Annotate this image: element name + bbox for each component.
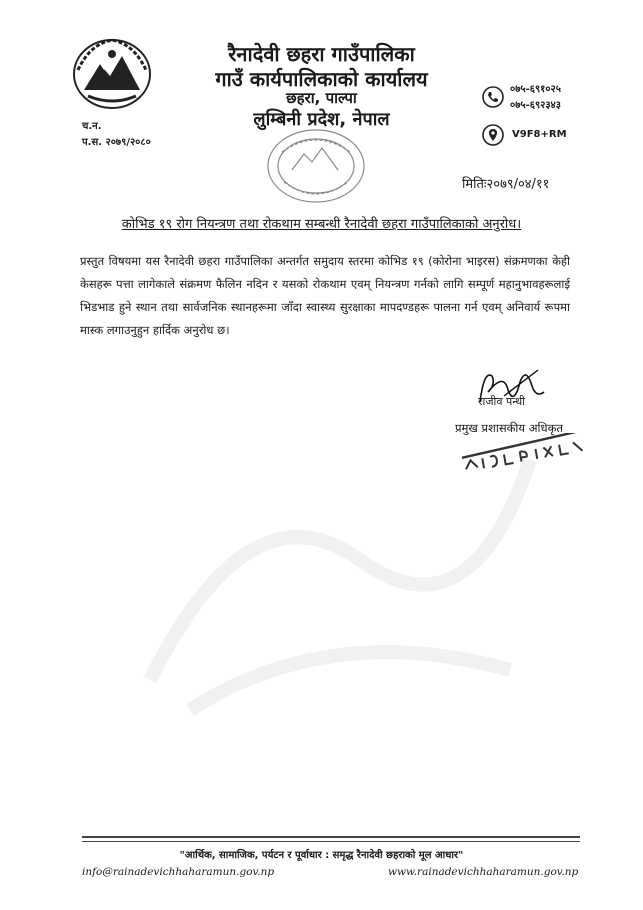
office-stamp [262,124,370,208]
signatory-title: प्रमुख प्रशासकीय अधिकृत [455,421,563,435]
location-pin-icon [482,124,504,146]
phone-icon [482,86,504,108]
footer-motto: "आर्थिक, सामाजिक, पर्यटन र पूर्वाधार : समृद्ध रैनादेवी छहराको मूल आधार" [179,850,464,861]
letter-date: मितिः२०७९/०४/११ [462,177,550,192]
office-name: रैनादेवी छहरा गाउँपालिका [228,42,415,66]
phone-number-2: ०७५-६९२३४३ [510,100,561,111]
office-province: लुम्बिनी प्रदेश, नेपाल [253,109,390,130]
designation-stamp [456,433,592,473]
footer-website[interactable]: www.rainadevichhaharamun.gov.np [388,866,579,878]
patra-sankhya: प.स. २०७९/२०८० [82,137,151,148]
letter-body: प्रस्तुत विषयमा यस रैनादेवी छहरा गाउँपालिका अन्तर्गत समुदाय स्तरमा कोभिड १९ (कोरोना भाइरस) संक्रमणका केही केसहरू पत्ता लागेकाले संक्रमण फैलिन नदिन र यसको रोकथाम एवम् नियन्त्रण गर्नको लागि सम्पूर्ण महानुभावहरूलाई भिडभाड हुने स्थान तथा सार्वजनिक स्थानहरूमा जाँदा स्वास्थ्य सुरक्षाका मापदण्डहरू पालना गर्न एवम् अनिवार्य रूपमा मास्क लगाउनुहुन हार्दिक अनुरोध छ। [80,254,570,337]
signatory-name: राजीव पन्थी [478,395,526,408]
footer-divider-thin [82,841,580,842]
phone-numbers [510,82,561,114]
letter-subject: कोभिड १९ रोग नियन्त्रण तथा रोकथाम सम्बन्धी रैनादेवी छहरा गाउँपालिकाको अनुरोध। [121,217,522,232]
office-subtitle: गाउँ कार्यपालिकाको कार्यालय [215,67,428,91]
office-address: छहरा, पाल्पा [286,89,357,107]
phone-number-1: ०७५-६९१०२५ [510,84,561,95]
footer-email[interactable]: info@rainadevichhaharamun.gov.np [82,866,275,878]
chalani-number-label: च.न. [82,121,102,132]
plus-code: V9F8+RM [512,129,567,140]
footer-divider [82,836,580,838]
